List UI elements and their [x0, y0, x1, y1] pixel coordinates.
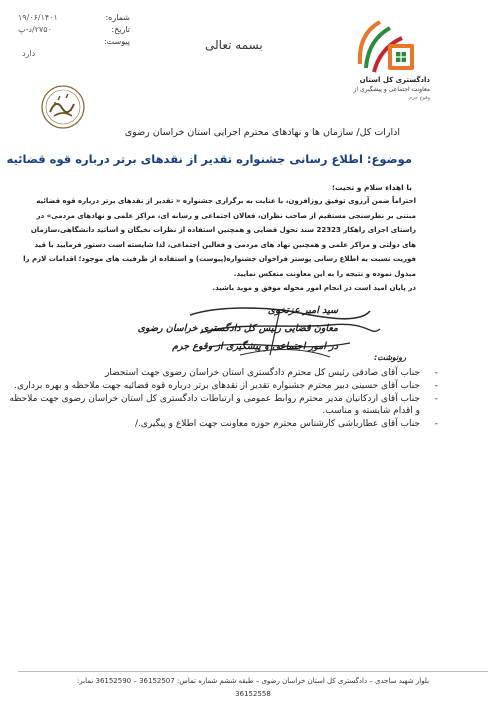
org-line2: معاونت اجتماعی و پیشگیری از [353, 86, 430, 93]
attachment-label: پیوست: [103, 37, 130, 46]
cc-item: - جناب آقای عطارباشی کارشناس محترم حوزه معاونت جهت اطلاع و پیگیری./ [134, 419, 438, 430]
cc-item: - جناب آقای صادقی رئیس کل محترم دادگستری استان خراسان رضوی جهت استحضار [104, 368, 438, 378]
organization-block [338, 76, 430, 103]
body-paragraph-2: در پایان امید است در انجام امور محوله موفق و موید باشید. [212, 284, 416, 292]
number-label: شماره: [105, 13, 130, 22]
attachment-value: دارد [22, 49, 36, 58]
footer-line-1: بلوار شهید ساجدی – دادگستری کل استان خراسان رضوی – طبقه ششم شماره تماس: 36152507 – 36152590 نمابر: [76, 677, 430, 685]
org-line3: وقوع جرم [409, 95, 430, 101]
letter-body [16, 194, 416, 296]
recipients-line: ادارات کل/ سازمان ها و نهادهای محترم اجرایی استان خراسان رضوی [124, 127, 400, 138]
salutation: با اهداء سلام و تحیت؛ [331, 183, 412, 192]
subject-line: موضوع: اطلاع رسانی جشنواره تقدیر از نقدهای برتر درباره قوه قضائیه [6, 152, 412, 166]
signer-title-1: معاون قضایی رئیس کل دادگستری خراسان رضوی [137, 323, 338, 334]
bismillah-heading: بسمه تعالی [205, 38, 263, 52]
cc-item: - جناب آقای اردکانیان مدیر محترم روابط عمومی و ارتباطات دادگستری کل استان خراسان رضوی جهت ملاحظه و اقدام شایسته و مناسب. [9, 393, 438, 417]
cc-title: رونوشت: [374, 353, 406, 362]
judiciary-logo-icon [350, 14, 422, 80]
signature-block [130, 303, 390, 361]
letter-meta [18, 12, 130, 60]
footer-address [18, 675, 488, 701]
body-paragraph-1: احتراماً ضمن آرزوی توفیق روزافزون، با عنایت به برگزاری جشنواره « تقدیر از نقدهای برتر درباره قوه قضائیه مبتنی بر نظرسنجی مستقیم از صاحب نظران، فعالان اجتماعی و رسانه ای، مراکز علمی و نهادهای مردمی» در راستای اجرای راهکار 22323 سند تحول قضایی و همچنین استفاده از نظرات نخبگان و اساتید دانشگاهی،سازمان های دولتی و مراکز علمی و همچنین نهاد های مردمی و فعالین اجتماعی، لذا شایسته است دستور فرمایید با قید فوریت نسبت به اطلاع رسانی پوستر فراخوان جشنواره(پیوست) و استفاده از ظرفیت های موجود؛ اقدامات لازم را مبذول نموده و نتیجه را به این معاونت منعکس نمایید. [23, 197, 416, 278]
org-line1: دادگستری کل استان [359, 76, 430, 84]
footer-line-2: 36152558 [235, 690, 271, 698]
footer-divider [18, 671, 488, 672]
signer-title-2: در امور اجتماعی و پیشگیری از وقوع جرم [172, 341, 338, 352]
number-value: ۱۹/۰۶/۱۴۰۱ [18, 13, 58, 22]
date-label: تاریخ: [111, 25, 130, 34]
date-value: ۲۷۵۰/د-پ [18, 25, 52, 34]
signer-name: سید امیر عزتخوی [267, 305, 338, 316]
cc-list [8, 367, 448, 431]
calligraphy-stamp-icon [40, 84, 86, 130]
cc-item: - جناب آقای حسینی دبیر محترم جشنواره تقدیر از نقدهای برتر درباره قوه قضائیه جهت ملاحظه و بهره برداری. [14, 380, 438, 391]
